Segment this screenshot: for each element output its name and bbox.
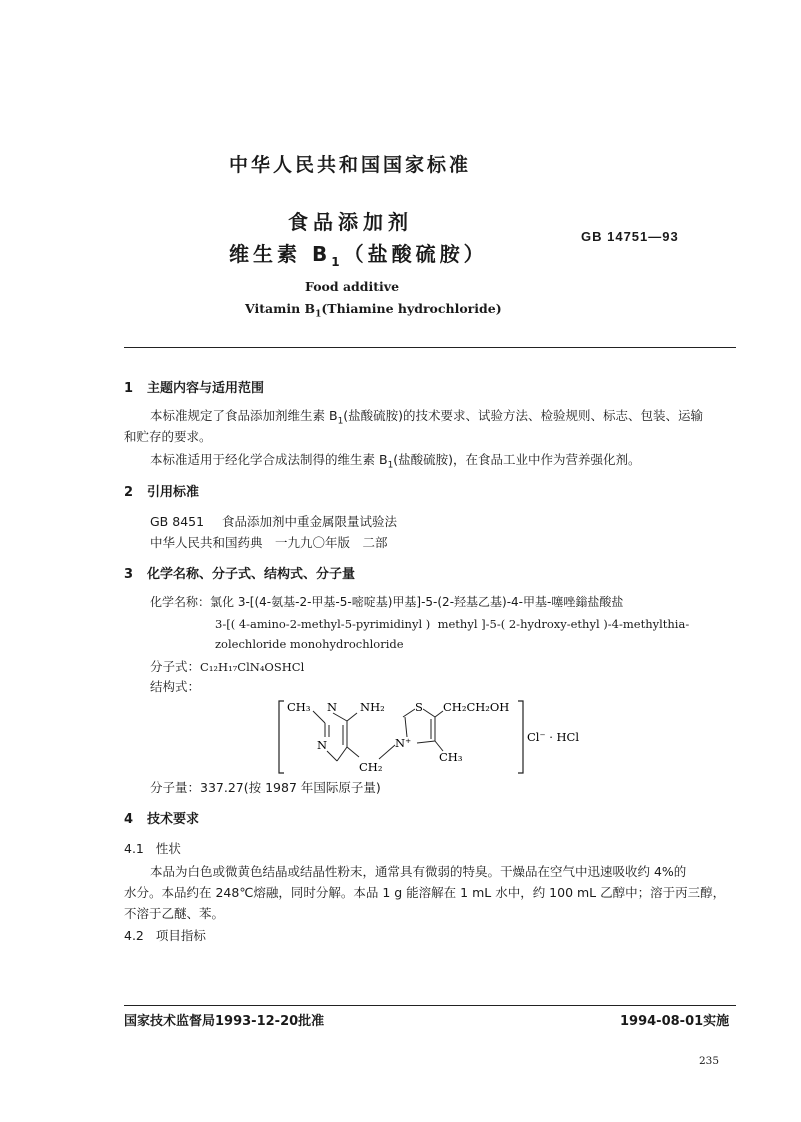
section-4-1-line-2: 水分。本品约在 248℃熔融，同时分解。本品 1 g 能溶解在 1 mL 水中，约 100 mL 乙醇中；溶于丙三醇，: [124, 885, 726, 900]
page-number: 235: [699, 1055, 720, 1067]
section-1-paragraph-1-line-1: 本标准规定了食品添加剂维生素 $B_1$(盐酸硫胺)的技术要求、试验方法、检验规则、标志、包装、运输: [150, 408, 704, 427]
document-title-line2: 维生素 $B_1$（盐酸硫胺）: [229, 242, 488, 269]
label-ch2ch2oh: CH₂CH₂OH: [443, 700, 510, 714]
footer-divider: [124, 1005, 736, 1006]
structure-right-bracket: [518, 701, 523, 773]
label-n-plus: N⁺: [395, 736, 412, 750]
section-4-1-line-1: 本品为白色或微黄色结晶或结晶性粉末，通常具有微弱的特臭。干燥品在空气中迅速吸收约 4%的: [150, 864, 687, 879]
standard-code: GB 14751—93: [581, 229, 679, 244]
section-4-heading: 4 技术要求: [124, 812, 200, 827]
label-nh2: NH₂: [360, 700, 385, 714]
label-n-left: N: [317, 738, 328, 752]
section-2-heading: 2 引用标准: [124, 485, 200, 500]
english-title-line1: Food additive: [305, 279, 400, 294]
section-4-1-line-3: 不溶于乙醚、苯。: [124, 906, 225, 921]
national-standard-title: 中华人民共和国国家标准: [229, 154, 472, 176]
chemical-name-en-line-2: zolechloride monohydrochloride: [215, 637, 404, 651]
reference-pharmacopoeia: 中华人民共和国药典 一九九〇年版 二部: [150, 535, 388, 550]
label-ch2-bottom: CH₂: [359, 760, 383, 774]
section-1-heading: 1 主题内容与适用范围: [124, 381, 265, 396]
header-divider: [124, 347, 736, 348]
section-3-heading: 3 化学名称、分子式、结构式、分子量: [124, 567, 356, 582]
document-title-line1: 食品添加剂: [288, 210, 413, 234]
implementation-date: 1994-08-01实施: [620, 1014, 730, 1029]
chemical-name-en-line-1: 3-[( 4-amino-2-methyl-5-pyrimidinyl ) methyl ]-5-( 2-hydroxy-ethyl )-4-methylthia-: [215, 617, 690, 631]
chemical-name-cn: 化学名称：氯化 3-[(4-氨基-2-甲基-5-嘧啶基)甲基]-5-(2-羟基乙基)-4-甲基-噻唑鎓盐酸盐: [150, 595, 624, 609]
reference-gb8451: GB 8451 食品添加剂中重金属限量试验法: [150, 514, 398, 529]
label-ch3-top: CH₃: [287, 700, 311, 714]
section-1-paragraph-2: 本标准适用于经化学合成法制得的维生素 $B_1$(盐酸硫胺)，在食品工业中作为营养强化剂。: [150, 452, 641, 471]
label-n-top: N: [327, 700, 338, 714]
molecular-weight: 分子量：337.27(按 1987 年国际原子量): [150, 780, 381, 795]
label-salt: Cl⁻ · HCl: [527, 730, 580, 744]
label-ch3-right: CH₃: [439, 750, 463, 764]
label-s: S: [415, 700, 423, 714]
section-4-2-heading: 4.2 项目指标: [124, 928, 206, 943]
structure-left-bracket: [279, 701, 284, 773]
section-1-paragraph-1-line-2: 和贮存的要求。: [124, 429, 212, 444]
english-title-line2: Vitamin $B_1(Thiamine$ hydrochloride): [245, 301, 502, 320]
molecular-formula: 分子式：C₁₂H₁₇ClN₄OSHCl: [150, 659, 305, 674]
approval-date: 国家技术监督局1993-12-20批准: [124, 1014, 325, 1029]
structure-label: 结构式：: [150, 679, 201, 694]
structural-formula: [275, 695, 595, 780]
section-4-1-heading: 4.1 性状: [124, 841, 181, 856]
